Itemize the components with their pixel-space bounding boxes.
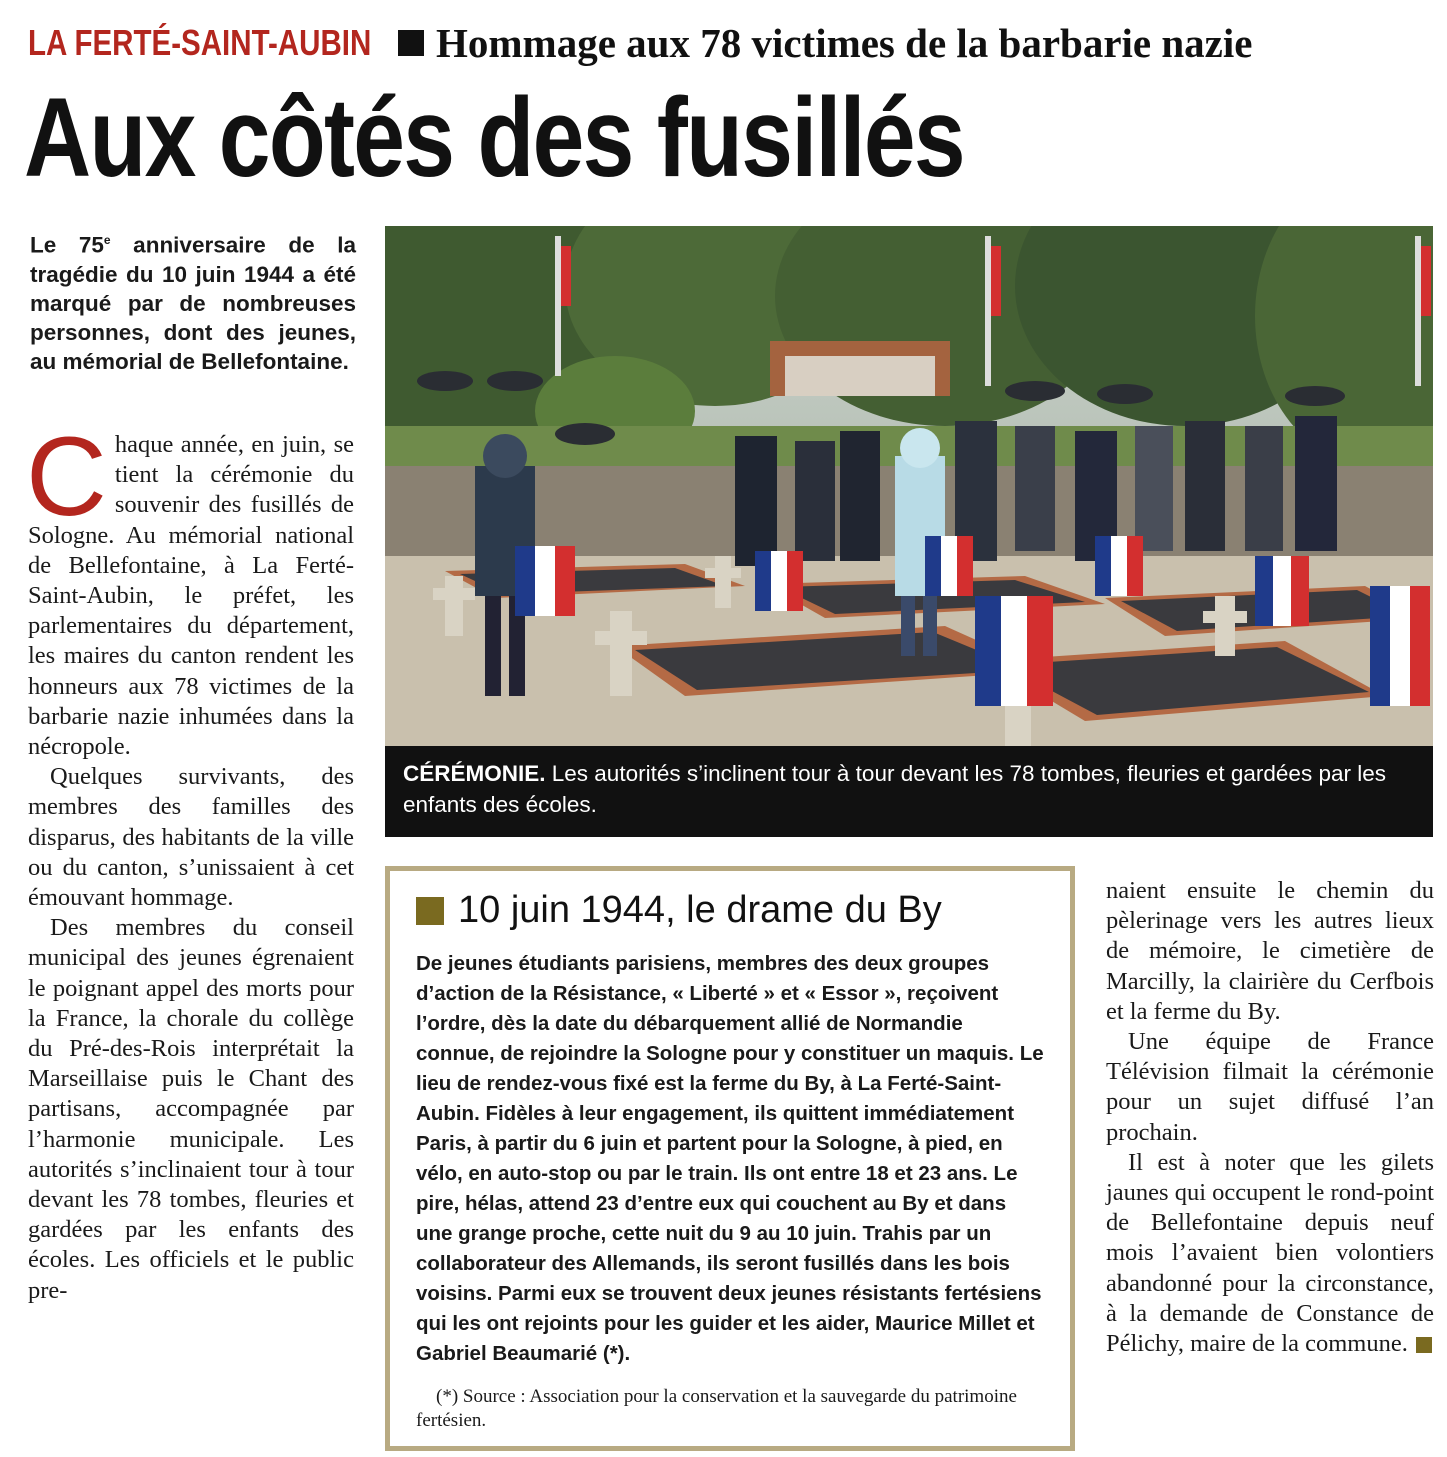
caption-label: CÉRÉMONIE.: [403, 761, 546, 786]
end-of-article-square-icon: [1416, 1337, 1432, 1353]
ceremony-photo: [385, 226, 1433, 837]
article-kicker: [28, 18, 1252, 68]
olive-square-icon: [416, 897, 444, 925]
lead-superscript: e: [103, 233, 111, 247]
paragraph-1-text: haque année, en juin, se tient la cérémonie du souvenir des fusillés de Sologne. Au mémorial national de Bellefontaine, à La Ferté-Saint-Aubin, le préfet, les parlementaires du département, les maires du canton rendent les honneurs aux 78 victimes de la barbarie nazie inhumées dans la nécropole.: [28, 431, 354, 761]
town-label: LA FERTÉ-SAINT-AUBIN: [28, 22, 372, 63]
ceremony-photo-image: [385, 226, 1433, 746]
headline: Aux côtés des fusillés: [24, 75, 964, 200]
article-paragraph-1: [26, 414, 354, 762]
sidebar-box: [385, 866, 1075, 1451]
drop-cap: C: [26, 414, 107, 539]
article-column-left: [26, 414, 354, 1306]
lead-text-start: Le 75: [30, 232, 104, 258]
caption-text: Les autorités s’inclinent tour à tour devant les 78 tombes, fleuries et gardées par les enfants des écoles.: [403, 761, 1386, 817]
article-paragraph-5: [1106, 1148, 1434, 1359]
black-square-separator-icon: [398, 30, 424, 56]
article-paragraph-3: Des membres du conseil municipal des jeunes égrenaient le poignant appel des morts pour la France, la chorale du collège du Pré-des-Rois interprétait la Marseillaise puis le Chant des partisans, accompagnée par l’harmonie municipale. Les autorités s’inclinaient tour à tour devant les 78 tombes, fleuries et gardées par les enfants des écoles. Les officiels et le public pre-: [28, 914, 354, 1304]
article-paragraph-3-continued: naient ensuite le chemin du pèlerinage vers les autres lieux de mémoire, le cimetière de Marcilly, la clairière du Cerfbois et la ferme du By.: [1106, 877, 1434, 1025]
box-body: De jeunes étudiants parisiens, membres des deux groupes d’action de la Résistance, « Liberté » et « Essor », reçoivent l’ordre, dès la date du débarquement allié de Normandie connue, de rejoindre la Sologne pour y constituer un maquis. Le lieu de rendez-vous fixé est la ferme du By, à La Ferté-Saint-Aubin. Fidèles à leur engagement, ils quittent immédiatement Paris, à partir du 6 juin et partent pour la Sologne, à pied, en vélo, en auto-stop ou par le train. Ils ont entre 18 et 23 ans. Le pire, hélas, attend 23 d’entre eux qui couchent au By et dans une grange proche, cette nuit du 9 au 10 juin. Trahis par un collaborateur des Allemands, ils seront fusillés dans les bois voisins. Parmi eux se trouvent deux jeunes résistants fertésiens qui les ont rejoints pour les guider et les aider, Maurice Millet et Gabriel Beaumarié (*).: [416, 952, 1044, 1365]
box-title-text: 10 juin 1944, le drame du By: [458, 889, 942, 931]
box-footnote: (*) Source : Association pour la conservation et la sauvegarde du patrimoine fertésien.: [416, 1386, 1017, 1431]
paragraph-5-text: Il est à noter que les gilets jaunes qui occupent le rond-point de Bellefontaine depuis neuf mois l’avaient bien volontiers abandonné pour la circonstance, à la demande de Constance de Pélichy, maire de la commune.: [1106, 1148, 1434, 1358]
kicker-subtitle: Hommage aux 78 victimes de la barbarie nazie: [436, 20, 1253, 66]
lead-text-end: anniversaire de la tragédie du 10 juin 1944 a été marqué par de nombreuses personnes, dont des jeunes, au mémorial de Bellefontaine.: [30, 232, 356, 374]
article-paragraph-2: Quelques survivants, des membres des familles des disparus, des habitants de la ville ou du canton, s’unissaient à cet émouvant hommage.: [28, 763, 354, 912]
article-column-right: [1106, 876, 1434, 1359]
box-title: [416, 889, 942, 932]
article-paragraph-4: Une équipe de France Télévision filmait la cérémonie pour un sujet diffusé l’an prochain.: [1106, 1028, 1434, 1146]
lead-paragraph: [30, 226, 356, 376]
photo-caption: [403, 758, 1417, 820]
